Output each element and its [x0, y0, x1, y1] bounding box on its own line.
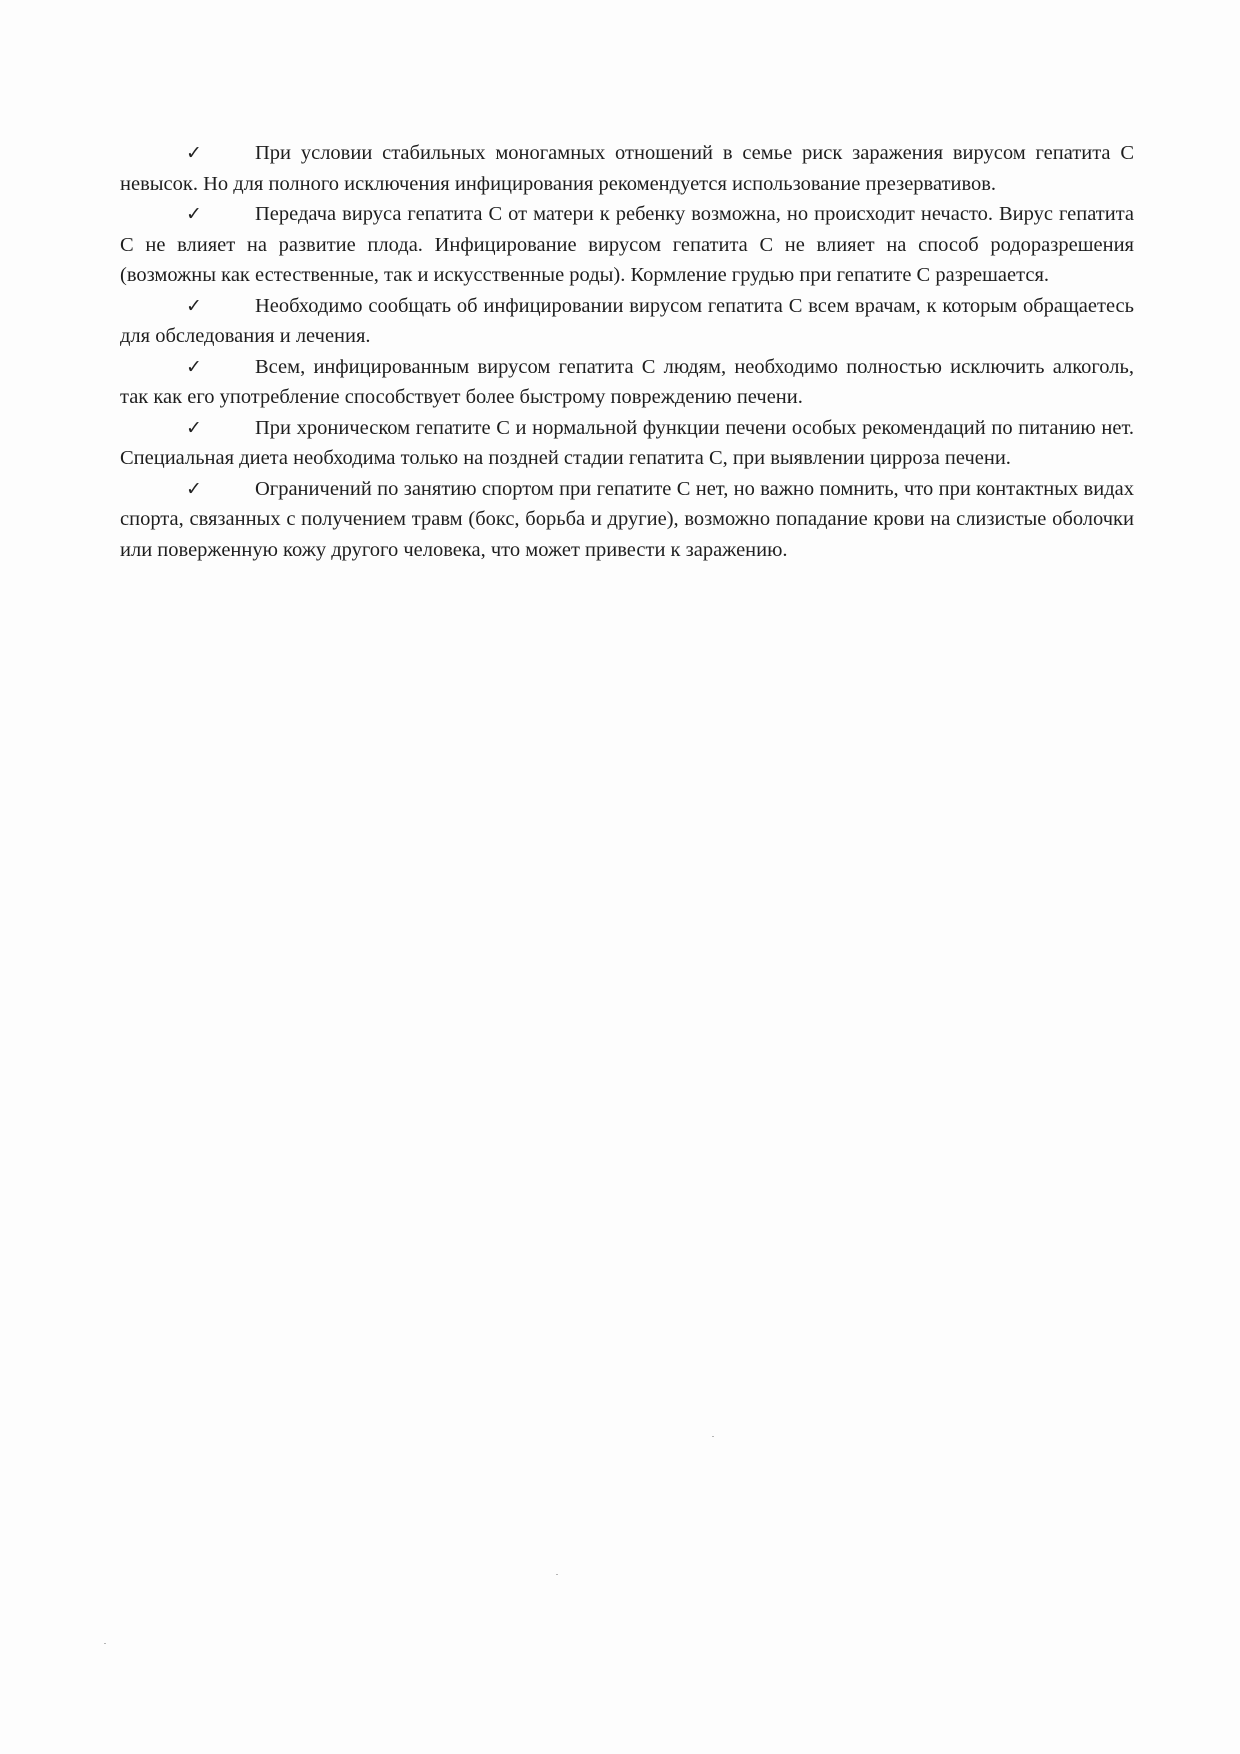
- scan-speck: [712, 1436, 714, 1437]
- list-item-text: Ограничений по занятию спортом при гепатите С нет, но важно помнить, что при контактных видах спорта, связанных с получением травм (бокс, борьба и другие), возможно попадание крови на слизистые оболочки или поверженную кожу другого человека, что может привести к заражению.: [120, 477, 1134, 561]
- list-item-text: При хроническом гепатите С и нормальной функции печени особых рекомендаций по питанию нет. Специальная диета необходима только на поздней стадии гепатита С, при выявлении цирроза печени.: [120, 416, 1134, 469]
- list-item: [120, 352, 1134, 413]
- list-item: [120, 199, 1134, 291]
- document-body: [120, 138, 1134, 565]
- list-item: [120, 291, 1134, 352]
- scan-speck: [556, 1574, 558, 1575]
- checkmark-icon: ✓: [186, 477, 202, 500]
- checkmark-icon: ✓: [186, 416, 202, 439]
- list-item: [120, 413, 1134, 474]
- list-item-text: Необходимо сообщать об инфицировании вирусом гепатита С всем врачам, к которым обращаетесь для обследования и лечения.: [120, 294, 1134, 347]
- checkmark-icon: ✓: [186, 203, 202, 225]
- list-item: [120, 474, 1134, 566]
- list-item-text: Всем, инфицированным вирусом гепатита С людям, необходимо полностью исключить алкоголь, так как его употребление способствует более быстрому повреждению печени.: [120, 355, 1134, 408]
- list-item-text: При условии стабильных моногамных отношений в семье риск заражения вирусом гепатита С невысок. Но для полного исключения инфицирования рекомендуется использование презервативов.: [120, 142, 1134, 195]
- list-item-text: Передача вируса гепатита С от матери к ребенку возможна, но происходит нечасто. Вирус гепатита С не влияет на развитие плода. Инфицирование вирусом гепатита С не влияет на способ родоразрешения (возможны как естественные, так и искусственные роды). Кормление грудью при гепатите С разрешается.: [120, 203, 1134, 286]
- checkmark-icon: ✓: [186, 294, 202, 317]
- list-item: [120, 138, 1134, 199]
- checkmark-icon: ✓: [186, 355, 202, 378]
- scan-speck: [104, 1643, 106, 1644]
- checkmark-icon: ✓: [186, 142, 202, 164]
